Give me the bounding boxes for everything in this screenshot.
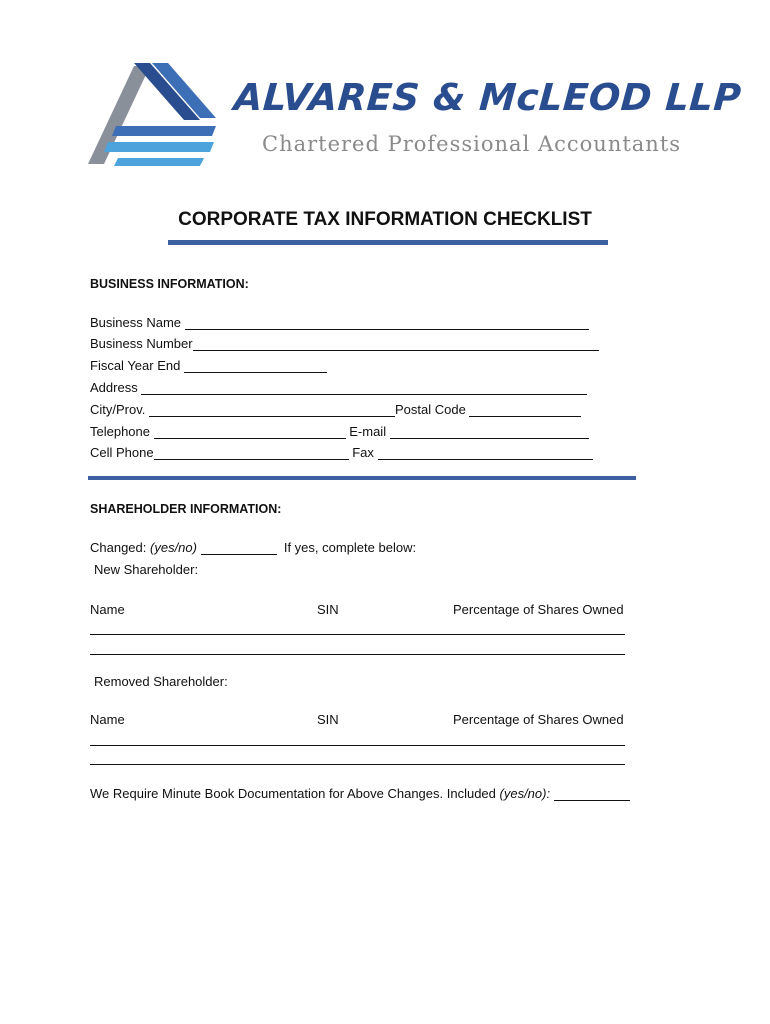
new-col-sin: SIN — [317, 602, 339, 617]
business-number-row — [90, 333, 599, 351]
changed-hint: (yes/no) — [150, 540, 197, 555]
business-name-field[interactable] — [185, 315, 589, 330]
address-field[interactable] — [141, 380, 587, 395]
cell-phone-field[interactable] — [154, 445, 349, 460]
fiscal-year-end-label: Fiscal Year End — [90, 358, 181, 373]
if-yes-note: If yes, complete below: — [283, 540, 417, 555]
telephone-email-row — [90, 421, 589, 439]
new-shareholder-line-1[interactable] — [90, 634, 625, 635]
removed-col-sin: SIN — [317, 712, 339, 727]
telephone-field[interactable] — [154, 424, 346, 439]
removed-shareholder-line-1[interactable] — [90, 745, 625, 746]
email-label: E-mail — [349, 424, 387, 439]
shareholder-info-heading: SHAREHOLDER INFORMATION: — [90, 502, 282, 516]
new-col-name: Name — [90, 602, 125, 617]
business-info-heading: BUSINESS INFORMATION: — [90, 277, 249, 291]
cell-phone-label: Cell Phone — [90, 445, 154, 460]
removed-col-percentage: Percentage of Shares Owned — [453, 712, 624, 727]
firm-tagline: Chartered Professional Accountants — [262, 132, 682, 156]
fiscal-year-end-row — [90, 355, 327, 373]
fax-label: Fax — [352, 445, 374, 460]
postal-code-field[interactable] — [469, 402, 581, 417]
included-field[interactable] — [554, 786, 630, 801]
firm-name: ALVARES & McLEOD LLP — [232, 76, 743, 119]
section-divider — [88, 476, 636, 480]
email-field[interactable] — [390, 424, 589, 439]
document-title: CORPORATE TAX INFORMATION CHECKLIST — [178, 209, 592, 230]
business-name-row — [90, 312, 589, 330]
firm-logo-icon — [88, 60, 218, 168]
business-number-field[interactable] — [193, 336, 599, 351]
removed-col-name: Name — [90, 712, 125, 727]
minute-book-row — [90, 783, 630, 801]
removed-shareholder-label: Removed Shareholder: — [94, 674, 228, 689]
cell-fax-row — [90, 442, 593, 460]
new-shareholder-label: New Shareholder: — [94, 562, 199, 577]
business-name-label: Business Name — [90, 315, 182, 330]
new-shareholder-line-2[interactable] — [90, 654, 625, 655]
city-postal-row — [90, 399, 581, 417]
address-label: Address — [90, 380, 138, 395]
minute-book-text: We Require Minute Book Documentation for Above Changes. Included — [90, 786, 496, 801]
included-hint: (yes/no): — [499, 786, 551, 801]
address-row — [90, 377, 587, 395]
business-number-label: Business Number — [90, 336, 193, 351]
changed-label: Changed: — [90, 540, 147, 555]
postal-code-label: Postal Code — [395, 402, 466, 417]
city-prov-field[interactable] — [149, 402, 395, 417]
telephone-label: Telephone — [90, 424, 150, 439]
title-divider — [168, 240, 608, 245]
changed-row — [90, 537, 416, 555]
changed-field[interactable] — [201, 540, 277, 555]
removed-shareholder-line-2[interactable] — [90, 764, 625, 765]
city-prov-label: City/Prov. — [90, 402, 146, 417]
new-col-percentage: Percentage of Shares Owned — [453, 602, 624, 617]
fiscal-year-end-field[interactable] — [184, 358, 327, 373]
fax-field[interactable] — [378, 445, 593, 460]
